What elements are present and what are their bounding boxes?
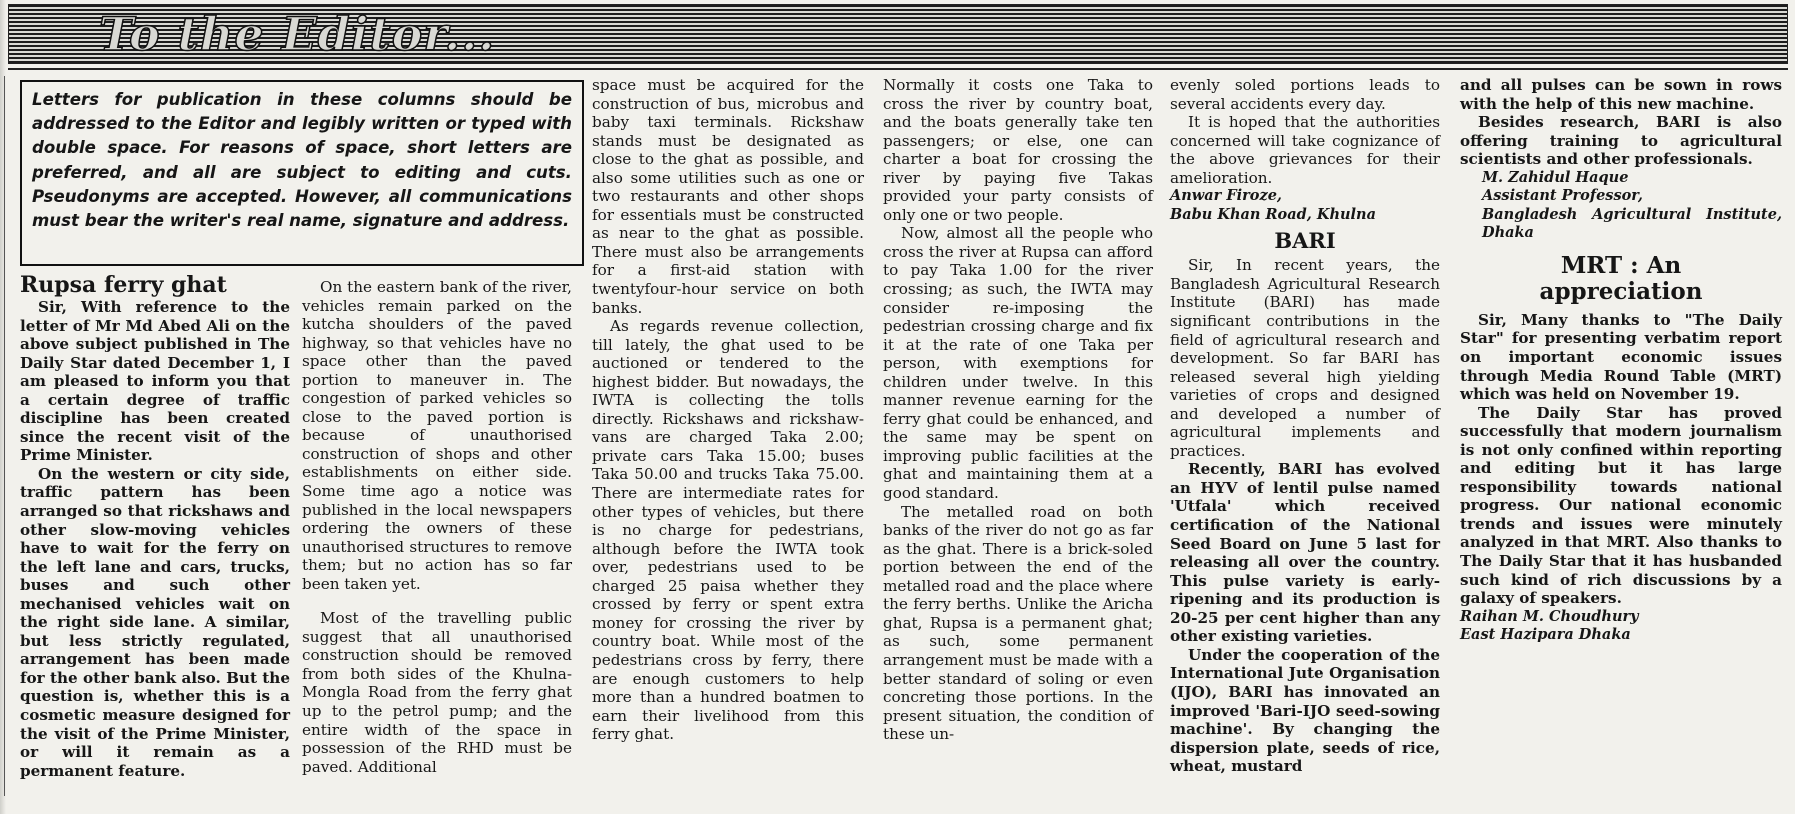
column-4 <box>883 76 1153 744</box>
letter-heading-rupsa: Rupsa ferry ghat <box>20 272 227 298</box>
column-1 <box>20 272 290 780</box>
letter-paragraph: evenly soled portions leads to several accidents every day. <box>1170 76 1440 113</box>
letter-signature-title: Assistant Professor, <box>1482 187 1643 205</box>
letter-signature-name: M. Zahidul Haque <box>1482 168 1629 186</box>
letter-signature-place: Babu Khan Road, Khulna <box>1170 205 1376 223</box>
letter-paragraph: Recently, BARI has evolved an HYV of lentil pulse named 'Utfala' which received certification of the National Seed Board on June 5 last for releasing all over the country. This pulse variety is early-ripening and its production is 20-25 per cent higher than any other existing varieties. <box>1170 460 1440 646</box>
letter-paragraph: and all pulses can be sown in rows with the help of this new machine. <box>1460 76 1782 113</box>
letter-paragraph: Most of the travelling public suggest that all unauthorised construction should be removed from both sides of the Khulna-Mongla Road from the ferry ghat up to the petrol pump; and the entire width of the space in possession of the RHD must be paved. Additional <box>302 609 572 776</box>
letter-signature-name: Raihan M. Choudhury <box>1460 607 1639 625</box>
letter-paragraph: On the western or city side, traffic pattern has been arranged so that rickshaws and other slow-moving vehicles have to wait for the ferry on the left lane and cars, trucks, buses and such other mechanised vehicles wait on the right side lane. A similar, but less strictly regulated, arrangement has been made for the other bank also. But the question is, whether this is a cosmetic measure designed for the visit of the Prime Minister, or will it remain as a permanent feature. <box>20 464 290 780</box>
top-rule <box>8 68 1788 70</box>
page-fold-shadow <box>0 0 6 814</box>
letter-paragraph: The metalled road on both banks of the river do not go as far as the ghat. There is a brick-soled portion between the end of the metalled road and the place where the ferry berths. Unlike the Aricha ghat, Rupsa is a permanent ghat; as such, some permanent arrangement must be made with a better standard of soling or even concreting those portions. In the present situation, the condition of these un- <box>883 502 1153 744</box>
letter-paragraph: It is hoped that the authorities concerned will take cognizance of the above grievances for their amelioration. <box>1170 113 1440 187</box>
column-6 <box>1460 76 1782 645</box>
editorial-notice-box <box>20 80 584 266</box>
section-banner <box>8 4 1788 64</box>
letter-paragraph: Now, almost all the people who cross the river at Rupsa can afford to pay Taka 1.00 for the river crossing; as such, the IWTA may consider re-imposing the pedestrian crossing charge and fix it at the rate of one Taka per person, with exemptions for children under twelve. In this manner revenue earning for the ferry ghat could be enhanced, and the same may be spent on improving public facilities at the ghat and maintaining them at a good standard. <box>883 224 1153 503</box>
letter-paragraph: Besides research, BARI is also offering training to agricultural scientists and other professionals. <box>1460 113 1782 169</box>
letter-signature-org: Bangladesh Agricultural Institute, Dhaka <box>1482 205 1782 242</box>
left-margin-rule <box>4 76 5 796</box>
letter-paragraph: space must be acquired for the construction of bus, microbus and baby taxi terminals. Rickshaw stands must be designated as close to the ghat as possible, and also some utilities such as one or two restaurants and other shops for essentials must be constructed as near to the ghat as possible. There must also be arrangements for a first-aid station with twentyfour-hour service on both banks. <box>592 76 864 317</box>
editorial-notice-text: Letters for publication in these columns should be addressed to the Editor and legibly written or typed with double space. For reasons of space, short letters are preferred, and all are subject to editing and cuts. Pseudonyms are accepted. However, all communications must bear the writer's real name, signature and address. <box>32 90 572 231</box>
letter-paragraph: Sir, In recent years, the Bangladesh Agricultural Research Institute (BARI) has made significant contributions in the field of agricultural research and development. So far BARI has released several high yielding varieties of crops and designed and developed a number of agricultural implements and practices. <box>1170 256 1440 460</box>
letter-heading-mrt: MRT : An appreciation <box>1539 251 1703 305</box>
section-title: To the Editor... <box>99 7 496 61</box>
letter-paragraph: Sir, Many thanks to "The Daily Star" for presenting verbatim report on important economic issues through Media Round Table (MRT) which was held on November 19. <box>1460 310 1782 404</box>
column-3 <box>592 76 864 744</box>
letter-heading-bari: BARI <box>1274 228 1336 254</box>
letter-paragraph: Under the cooperation of the International Jute Organisation (IJO), BARI has innovated an improved 'Bari-IJO seed-sowing machine'. By changing the dispersion plate, seeds of rice, wheat, mustard <box>1170 645 1440 776</box>
letter-signature-name: Anwar Firoze, <box>1170 187 1282 205</box>
letter-paragraph: Sir, With reference to the letter of Mr Md Abed Ali on the above subject published in The Daily Star dated December 1, I am pleased to inform you that a certain degree of traffic discipline has been created since the recent visit of the Prime Minister. <box>20 298 290 465</box>
letter-paragraph: As regards revenue collection, till lately, the ghat used to be auctioned or tendered to the highest bidder. But nowadays, the IWTA is collecting the tolls directly. Rickshaws and rickshaw-vans are charged Taka 2.00; private cars Taka 15.00; buses Taka 50.00 and trucks Taka 75.00. There are intermediate rates for other types of vehicles, but there is no charge for pedestrians, although before the IWTA took over, pedestrians used to be charged 25 paisa whether they crossed by ferry or spent extra money for crossing the river by country boat. While most of the pedestrians cross by ferry, there are enough customers to help more than a hundred boatmen to earn their livelihood from this ferry ghat. <box>592 317 864 744</box>
column-5 <box>1170 76 1440 776</box>
letter-signature-place: East Hazipara Dhaka <box>1460 626 1631 644</box>
letter-paragraph: Normally it costs one Taka to cross the river by country boat, and the boats generally take ten passengers; or else, one can charter a boat for crossing the river by paying five Takas provided your party consists of only one or two people. <box>883 76 1153 224</box>
letter-paragraph: On the eastern bank of the river, vehicles remain parked on the kutcha shoulders of the paved highway, so that vehicles have no space other than the paved portion to maneuver in. The congestion of parked vehicles so close to the paved portion is because of unauthorised construction of shops and other establishments on either side. Some time ago a notice was published in the local newspapers ordering the owners of these unauthorised structures to remove them; but no action has so far been taken yet. <box>302 278 572 593</box>
column-2 <box>302 278 572 776</box>
letter-paragraph: The Daily Star has proved successfully that modern journalism is not only confined within reporting and editing but it has large responsibility towards national progress. Our national economic trends and issues were minutely analyzed in that MRT. Also thanks to The Daily Star that it has husbanded such kind of rich discussions by a galaxy of speakers. <box>1460 403 1782 608</box>
